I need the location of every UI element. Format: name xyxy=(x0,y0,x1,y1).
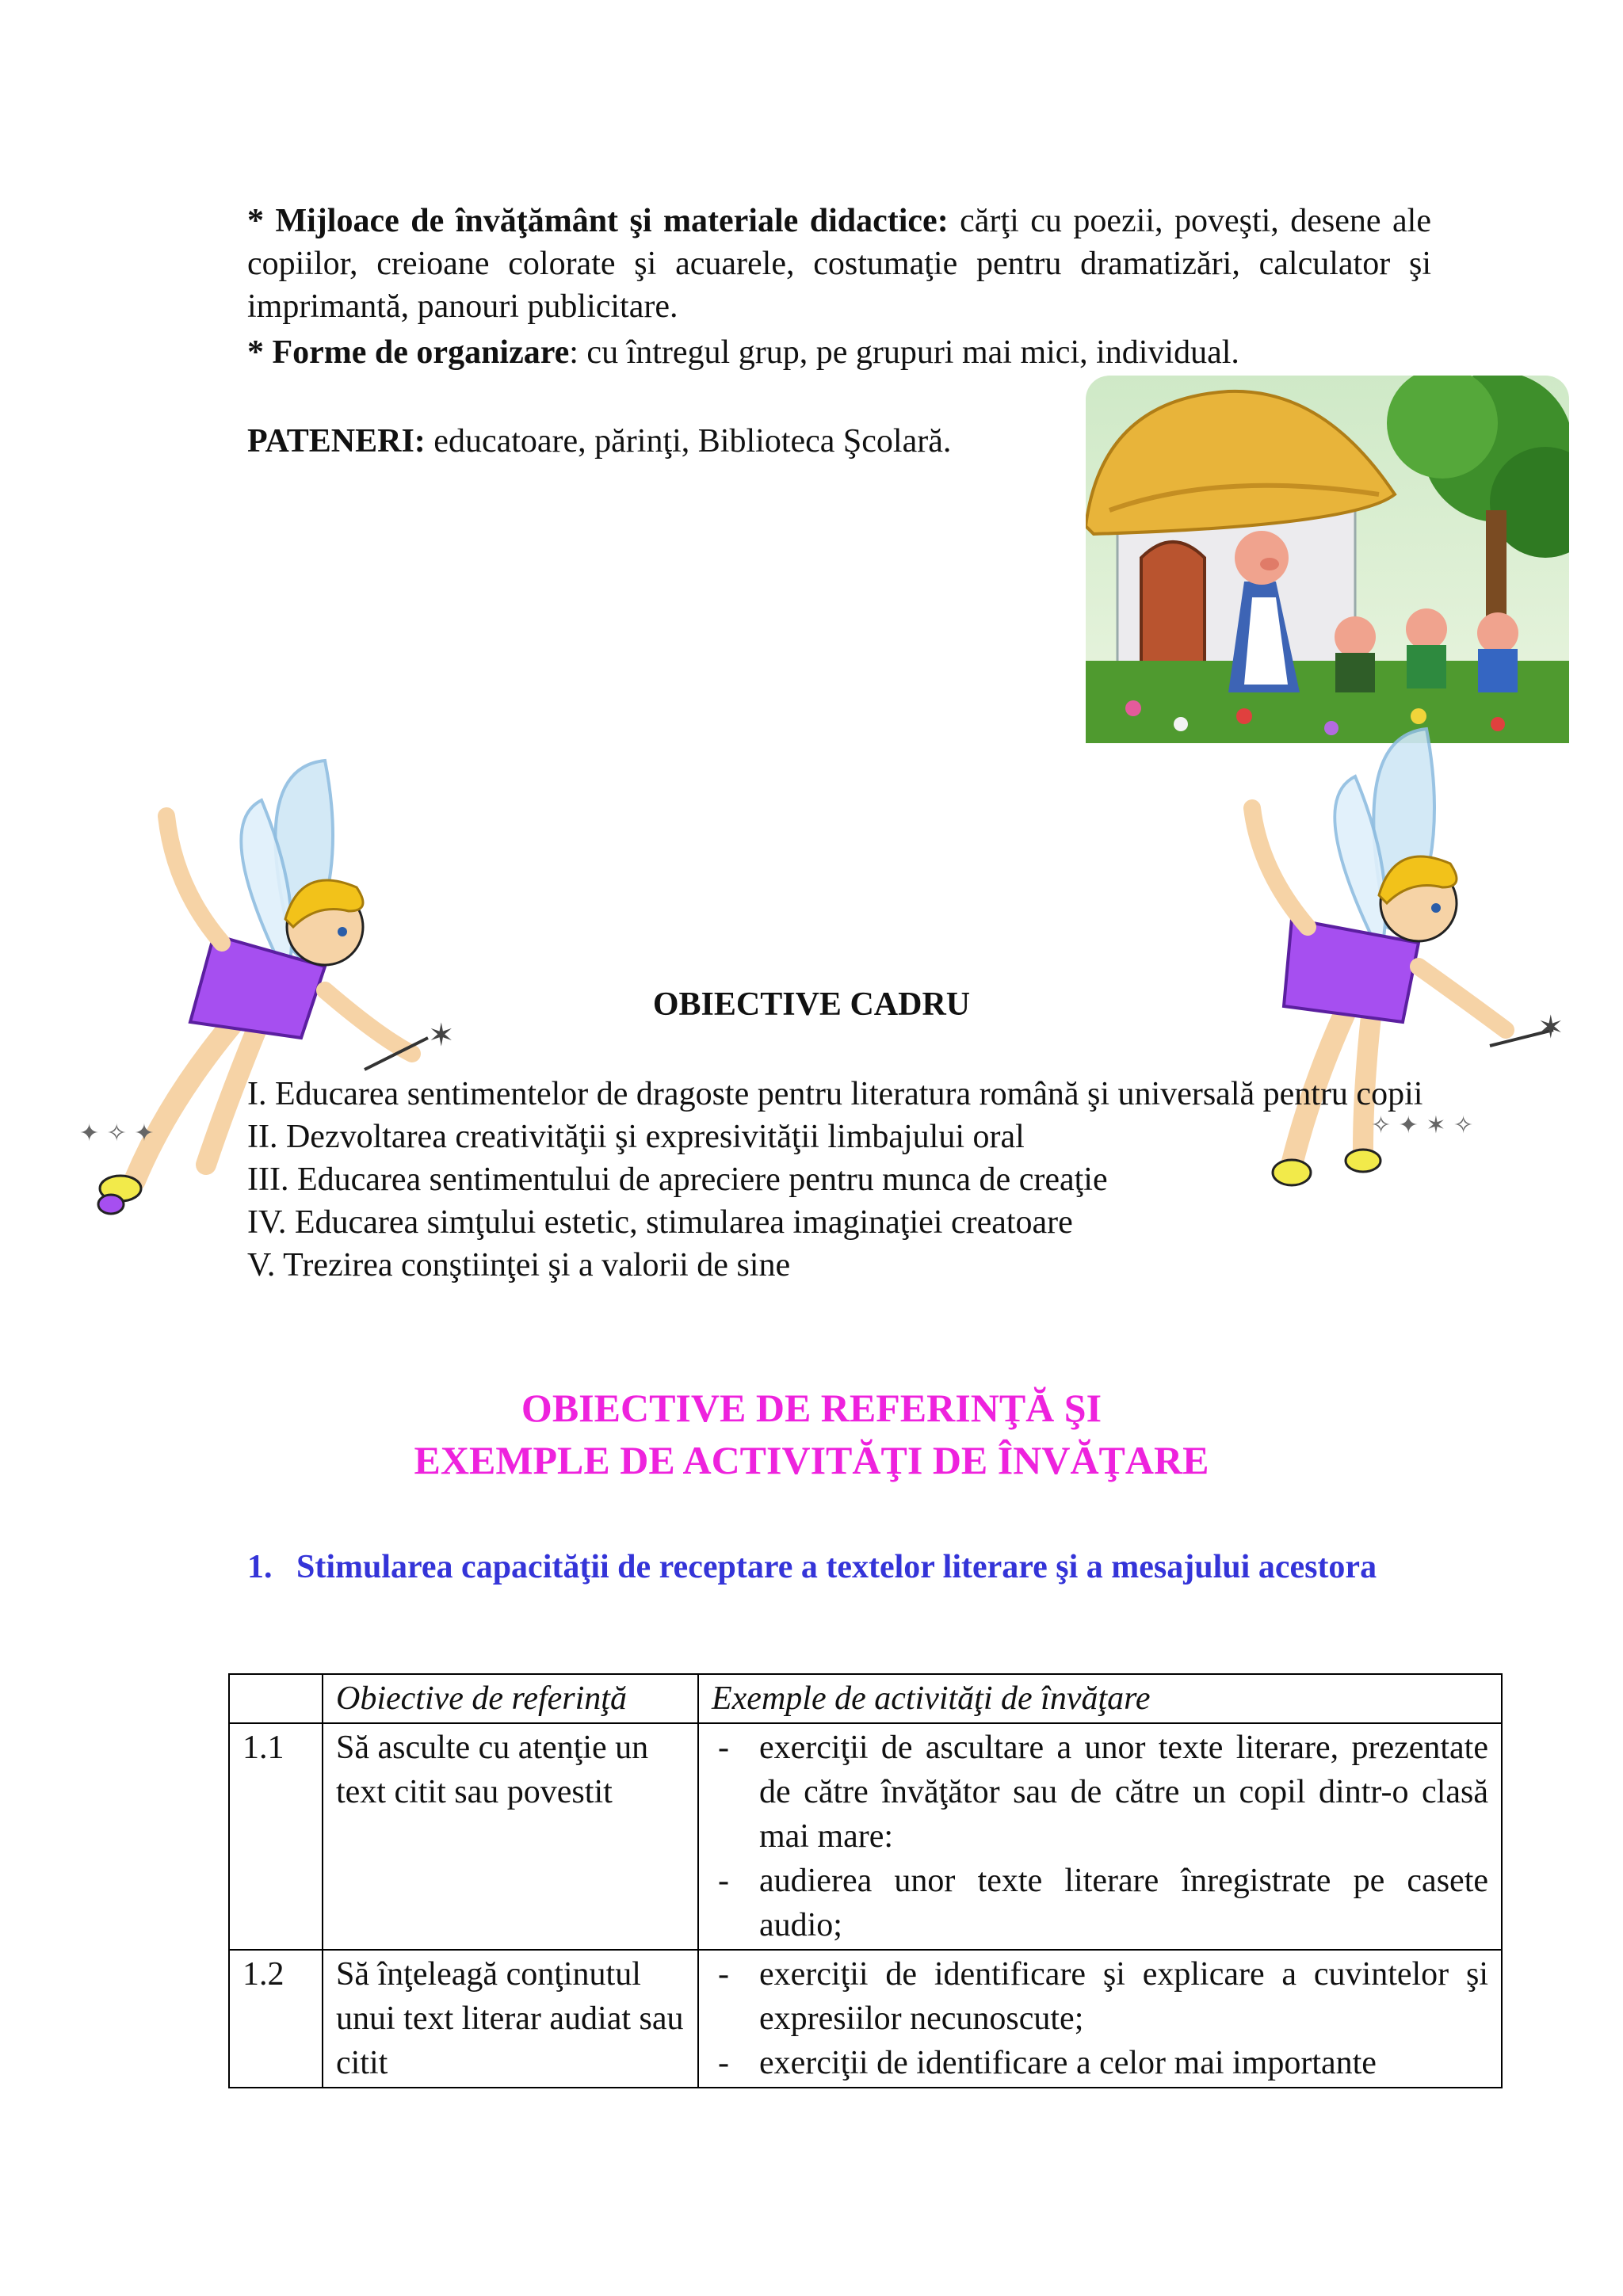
row-number: 1.2 xyxy=(229,1950,323,2088)
objective-frame-item: IV. Educarea simţului estetic, stimularea imaginaţiei creatoare xyxy=(247,1204,1073,1241)
organization-label: * Forme de organizare xyxy=(247,334,570,371)
svg-text:✶: ✶ xyxy=(428,1017,455,1054)
reference-objectives-title xyxy=(0,1382,1623,1486)
objectives-frame-list xyxy=(247,1073,1428,1287)
table-header-row xyxy=(229,1674,1502,1723)
section-heading xyxy=(247,1545,1431,1589)
materials-label: * Mijloace de învăţământ şi materiale didactice: xyxy=(247,203,949,239)
objective-frame-item: V. Trezirea conştiinţei şi a valorii de sine xyxy=(247,1247,791,1283)
table-header-cell xyxy=(229,1674,323,1723)
table-row xyxy=(229,1950,1502,2088)
partners-paragraph xyxy=(247,420,1119,463)
activity-item: - exerciţii de identificare şi explicare a cuvintelor şi expresiilor necunoscute; xyxy=(712,1952,1488,2041)
row-objective: Să asculte cu atenţie un text citit sau povestit xyxy=(323,1723,698,1950)
svg-text:✶: ✶ xyxy=(1537,1009,1564,1046)
row-objective: Să înţeleagă conţinutul unui text literar audiat sau citit xyxy=(323,1950,698,2088)
reference-title-line1: OBIECTIVE DE REFERINŢĂ ŞI xyxy=(521,1386,1102,1430)
activity-item: - exerciţii de identificare a celor mai importante xyxy=(712,2041,1488,2085)
svg-text:✦ ✧ ✦: ✦ ✧ ✦ xyxy=(79,1119,155,1147)
objective-frame-item: III. Educarea sentimentului de apreciere pentru munca de creaţie xyxy=(247,1161,1108,1198)
section-number: 1. xyxy=(247,1549,273,1585)
cottage-pigs-illustration xyxy=(1086,376,1569,743)
organization-text: : cu întregul grup, pe grupuri mai mici, individual. xyxy=(569,334,1239,371)
organization-paragraph xyxy=(247,331,1468,374)
section-text: Stimularea capacităţii de receptare a textelor literare şi a mesajului acestora xyxy=(296,1549,1377,1585)
materials-text: cărţi cu poezii, poveşti, desene ale copiilor, creioane colorate şi acuarele, costumaţie pentru dramatizări, calculator şi imprimantă, panouri publicitare. xyxy=(247,203,1431,325)
svg-text:✧ ✦ ✶ ✧: ✧ ✦ ✶ ✧ xyxy=(1371,1112,1474,1139)
activity-item: - audierea unor texte literare înregistrate pe casete audio; xyxy=(712,1859,1488,1947)
partners-text: educatoare, părinţi, Biblioteca Şcolară. xyxy=(425,423,952,460)
table-header-cell: Exemple de activităţi de învăţare xyxy=(698,1674,1502,1723)
objective-frame-item: II. Dezvoltarea creativităţii şi expresivităţii limbajului oral xyxy=(247,1119,1025,1155)
table-row xyxy=(229,1723,1502,1950)
row-activities xyxy=(698,1950,1502,2088)
materials-paragraph xyxy=(247,200,1431,328)
objectives-frame-title: OBIECTIVE CADRU xyxy=(652,986,971,1023)
table-header-cell: Obiective de referinţă xyxy=(323,1674,698,1723)
partners-label: PATENERI: xyxy=(247,423,426,460)
objectives-table xyxy=(228,1673,1503,2088)
row-number: 1.1 xyxy=(229,1723,323,1950)
reference-title-line2: EXEMPLE DE ACTIVITĂŢI DE ÎNVĂŢARE xyxy=(414,1438,1209,1482)
activity-item: - exerciţii de ascultare a unor texte literare, prezentate de către învăţător sau de către un copil dintr-o clasă mai mare: xyxy=(712,1726,1488,1859)
row-activities xyxy=(698,1723,1502,1950)
objective-frame-item: I. Educarea sentimentelor de dragoste pentru literatura română şi universală pentru copii xyxy=(247,1076,1423,1112)
